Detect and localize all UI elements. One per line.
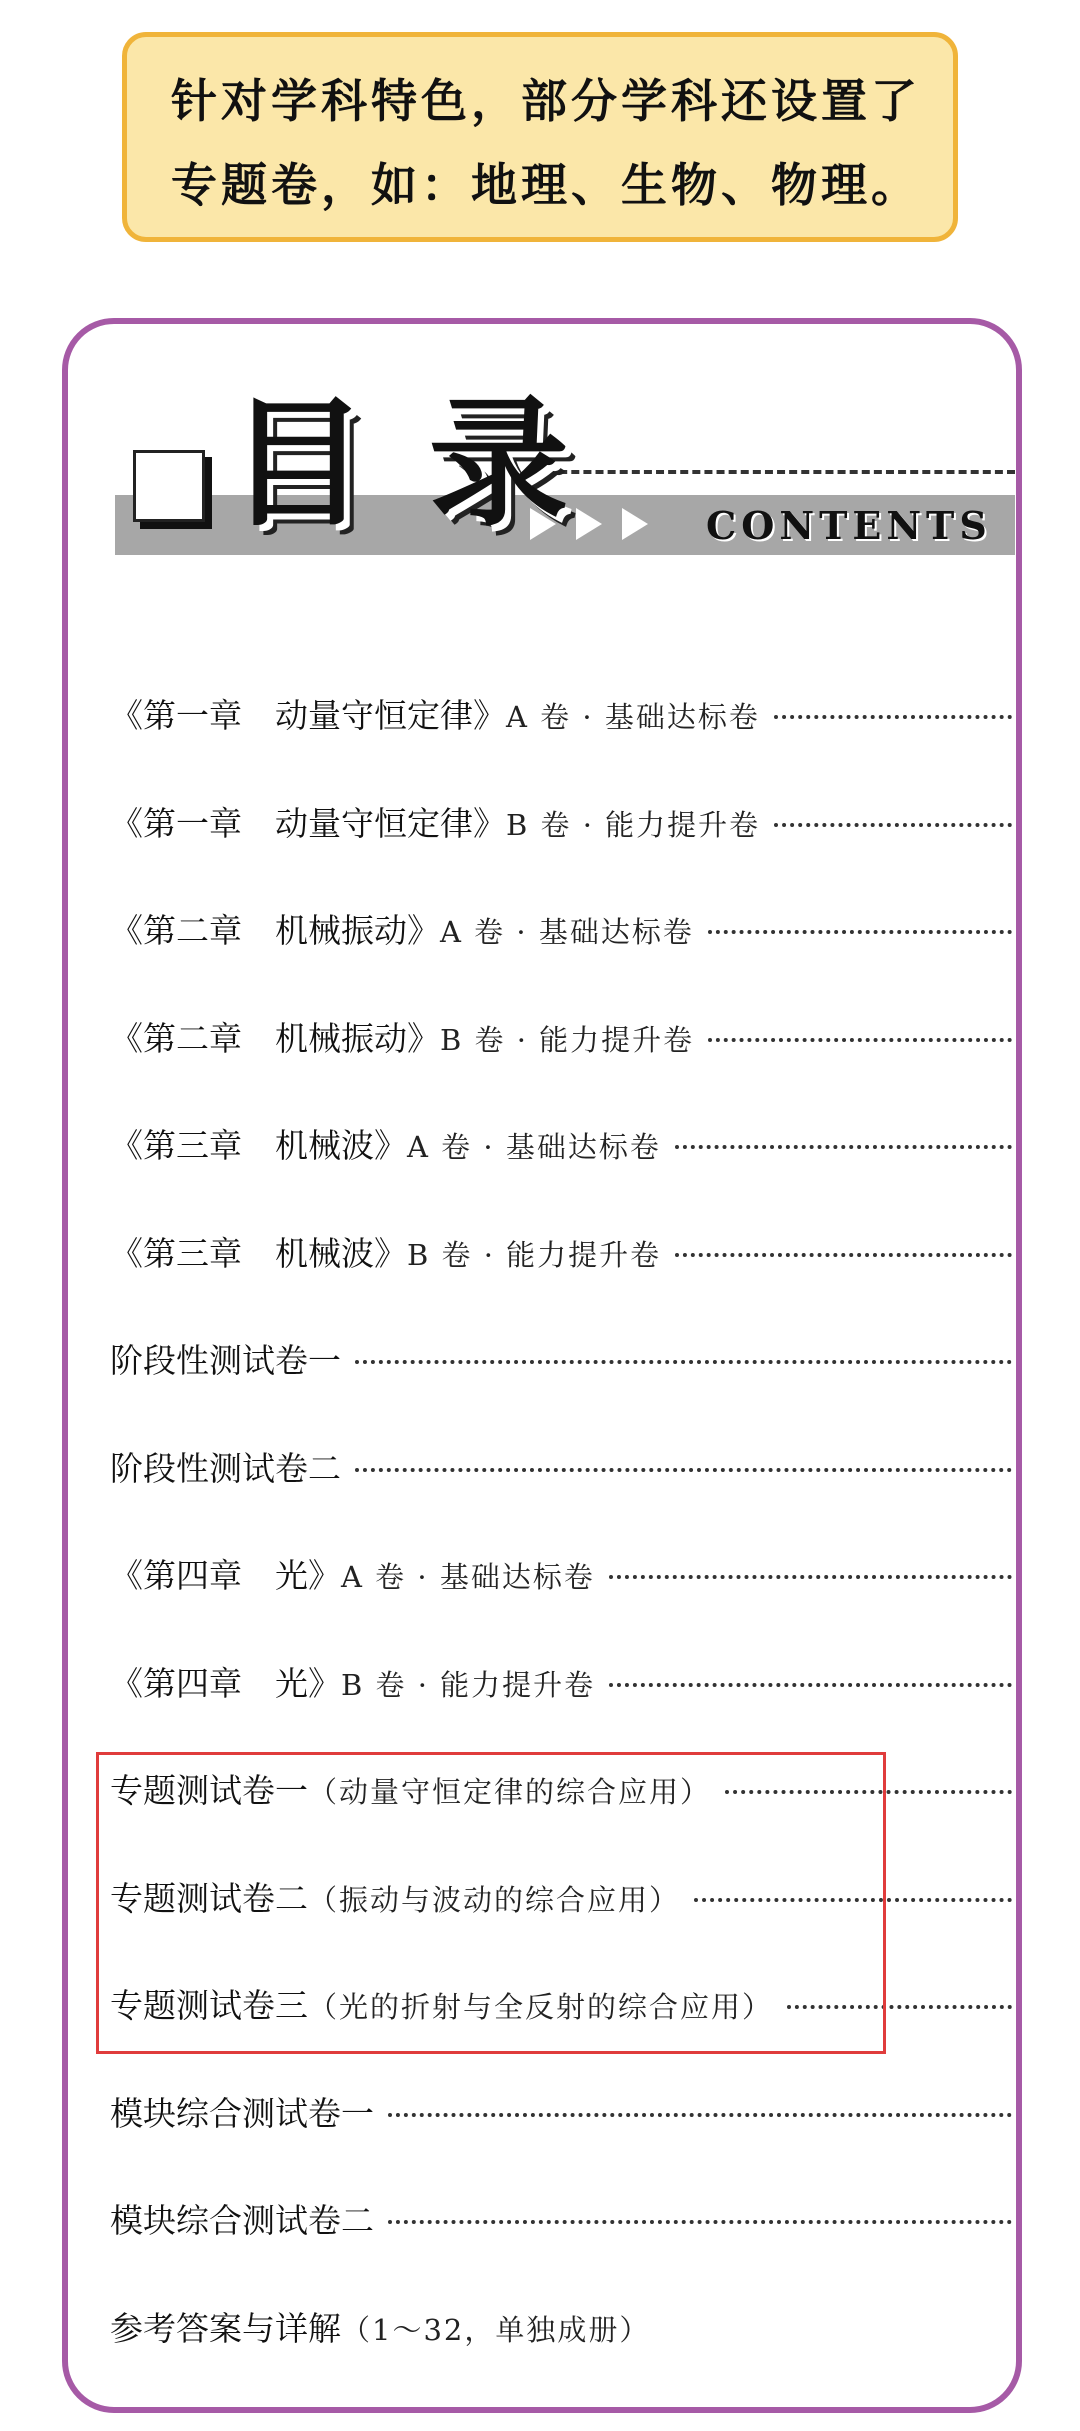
toc-item-title: 专题测试卷三 <box>110 1986 308 2025</box>
toc-item-title: 《第一章 动量守恒定律》 <box>110 696 506 735</box>
toc-item-title: 《第一章 动量守恒定律》 <box>110 803 506 843</box>
toc-item-subtitle: B 卷 · 能力提升卷 <box>506 807 761 842</box>
toc-item-title: 《第四章 光》 <box>110 1556 341 1595</box>
toc-item-subtitle: B 卷 · 能力提升卷 <box>341 1667 596 1702</box>
special-topic-highlight-box <box>96 1752 886 2054</box>
toc-item[interactable] <box>110 798 1012 906</box>
toc-item-subtitle: （振动与波动的综合应用） <box>308 1882 681 1917</box>
toc-item[interactable] <box>110 1120 1012 1228</box>
arrow-right-icon <box>622 508 648 540</box>
toc-item[interactable] <box>110 1443 1012 1551</box>
arrow-right-icon <box>530 508 556 540</box>
intro-callout <box>122 32 958 242</box>
toc-dot-leader <box>355 1467 1012 1472</box>
toc-dot-leader <box>708 929 1012 934</box>
toc-dot-leader <box>388 2219 1012 2224</box>
toc-item-title: 《第三章 机械波》 <box>110 1126 407 1165</box>
toc-item-subtitle: A 卷 · 基础达标卷 <box>341 1560 595 1594</box>
toc-item-subtitle: A 卷 · 基础达标卷 <box>506 700 760 734</box>
toc-item[interactable] <box>110 2303 1012 2411</box>
callout-line-2: 专题卷，如：地理、生物、物理。 <box>171 158 921 212</box>
toc-dot-leader <box>388 2112 1012 2117</box>
toc-item[interactable] <box>110 1013 1012 1121</box>
toc-item[interactable] <box>110 1658 1012 1766</box>
toc-item-subtitle: B 卷 · 能力提升卷 <box>440 1022 695 1057</box>
toc-item[interactable] <box>110 1228 1012 1336</box>
toc-item[interactable] <box>110 1550 1012 1658</box>
toc-dot-leader <box>774 822 1012 827</box>
toc-item-title: 《第二章 机械振动》 <box>110 1018 440 1058</box>
toc-item-title: 专题测试卷一 <box>110 1771 308 1810</box>
toc-dot-leader <box>355 1359 1012 1364</box>
toc-dot-leader <box>675 1144 1012 1149</box>
toc-item-subtitle: （光的折射与全反射的综合应用） <box>308 1990 774 2024</box>
toc-item-subtitle: B 卷 · 能力提升卷 <box>407 1237 662 1272</box>
toc-dot-leader <box>609 1682 1012 1687</box>
toc-item-subtitle: A 卷 · 基础达标卷 <box>407 1130 661 1164</box>
arrow-right-icon <box>576 508 602 540</box>
toc-item[interactable] <box>110 2088 1012 2196</box>
toc-item-title: 阶段性测试卷二 <box>110 1448 341 1488</box>
toc-item-title: 专题测试卷二 <box>110 1878 308 1918</box>
toc-dot-leader <box>675 1252 1012 1257</box>
toc-item-title: 阶段性测试卷一 <box>110 1341 341 1380</box>
toc-list <box>110 690 1012 2410</box>
title-square-icon <box>133 450 205 522</box>
toc-title: 目 录 <box>228 383 575 546</box>
toc-item-title: 模块综合测试卷二 <box>110 2201 374 2240</box>
toc-dot-leader <box>708 1037 1012 1042</box>
toc-item-title: 模块综合测试卷一 <box>110 2093 374 2133</box>
toc-item-title: 《第三章 机械波》 <box>110 1233 407 1273</box>
toc-item-title: 《第四章 光》 <box>110 1663 341 1703</box>
toc-item[interactable] <box>110 905 1012 1013</box>
toc-subtitle: CONTENTS <box>706 503 992 548</box>
toc-dot-leader <box>774 714 1012 719</box>
toc-item-subtitle: （动量守恒定律的综合应用） <box>308 1775 712 1809</box>
toc-dot-leader <box>609 1574 1012 1579</box>
toc-item[interactable] <box>110 2195 1012 2303</box>
toc-item-subtitle: （1～32，单独成册） <box>341 2312 651 2347</box>
toc-item[interactable] <box>110 1335 1012 1443</box>
toc-item[interactable] <box>110 690 1012 798</box>
toc-item-title: 参考答案与详解 <box>110 2308 341 2348</box>
title-arrows <box>530 508 648 540</box>
callout-line-1: 针对学科特色，部分学科还设置了 <box>171 74 921 128</box>
toc-item-title: 《第二章 机械振动》 <box>110 911 440 950</box>
toc-item-subtitle: A 卷 · 基础达标卷 <box>440 915 694 949</box>
title-dashed-rule <box>535 470 1015 474</box>
